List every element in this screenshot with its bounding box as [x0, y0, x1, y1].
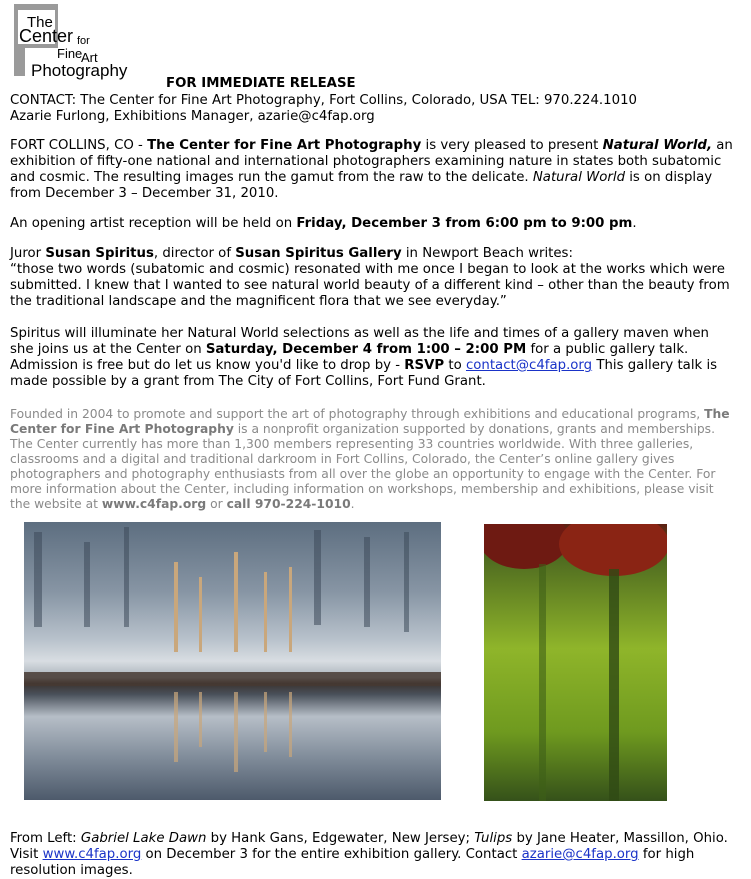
- logo-for: for: [77, 35, 90, 47]
- lake-dawn-photo: [24, 522, 441, 800]
- intro-text: an exhibition of fifty-one national and international photographers examining nature in states both subatomic and cosmic. The resulting images run the gamut from the raw to the delicate.: [10, 138, 733, 185]
- reception-text: An opening artist reception will be held on: [10, 216, 297, 231]
- logo-center: Center: [19, 26, 74, 46]
- talk-paragraph: [10, 326, 735, 390]
- caption-text: by Hank Gans, Edgewater, New Jersey: [206, 831, 466, 846]
- website-text: www.c4fap.org: [101, 497, 207, 511]
- center-logo: [13, 4, 153, 80]
- org-name: The Center for Fine Art Photography: [10, 407, 730, 436]
- phone-text: call 970-224-1010: [226, 497, 351, 511]
- logo-art: Art: [81, 50, 98, 65]
- tulips-photo: [484, 524, 667, 801]
- about-text: Founded in 2004 to promote and support the art of photography through exhibitions and educational programs,: [10, 407, 705, 421]
- about-text: or: [206, 497, 227, 511]
- photo-title: Gabriel Lake Dawn: [80, 831, 207, 846]
- photo-title: Tulips: [474, 831, 513, 846]
- talk-text: to: [444, 358, 466, 373]
- reception-date: Friday, December 3 from 6:00 pm to 9:00 pm: [296, 216, 633, 231]
- intro-text: is on display from December 3 – December 31, 2010.: [10, 170, 713, 201]
- logo-fine: Fine: [57, 46, 83, 61]
- logo-the: The: [27, 14, 53, 31]
- caption-separator: ;: [465, 831, 475, 846]
- intro-text: is very pleased to present: [421, 138, 603, 153]
- talk-date: Saturday, December 4 from 1:00 – 2:00 PM: [205, 342, 527, 357]
- contact-manager-line: Azarie Furlong, Exhibitions Manager, azarie@c4fap.org: [10, 109, 375, 124]
- org-name: The Center for Fine Art Photography: [147, 138, 422, 153]
- about-text: is a nonprofit organization supported by donations, grants and memberships. The Center currently has more than 1,300 members representing 33 countries worldwide. With three galleries, classrooms and a digital and traditional darkroom in Fort Collins, Colorado, the Center’s online gallery gives photographers and photography enthusiasts from all over the globe an opportunity to engage with the Center. For more information about the Center, including information on workshops, membership and exhibitions, please visit the website at: [10, 422, 716, 511]
- juror-text: , director of: [153, 246, 236, 261]
- caption-text: on December 3 for the entire exhibition gallery. Contact: [141, 847, 522, 862]
- juror-quote: “those two words (subatomic and cosmic) resonated with me once I began to look at the works which were submitted. I knew that I wanted to see natural world beauty of a different kind – other than the beauty from the traditional landscape and the magnificent flora that we see everyday.”: [10, 262, 730, 309]
- azarie-email-link[interactable]: azarie@c4fap.org: [521, 847, 639, 862]
- website-link[interactable]: www.c4fap.org: [42, 847, 142, 862]
- intro-paragraph: [10, 138, 735, 202]
- talk-text: This gallery talk is made possible by a grant from The City of Fort Collins, Fort Fund Grant.: [10, 358, 718, 389]
- talk-text: Spiritus will illuminate her Natural World selections as well as the life and times of a gallery maven when she joins us at the Center on: [10, 326, 709, 357]
- contact-email-link[interactable]: contact@c4fap.org: [465, 358, 593, 373]
- juror-text: in Newport Beach writes:: [401, 246, 573, 261]
- juror-text: Juror: [10, 246, 46, 261]
- about-paragraph: [10, 407, 735, 512]
- contact-line: CONTACT: The Center for Fine Art Photography, Fort Collins, Colorado, USA TEL: 970.224.1010: [10, 93, 637, 108]
- about-text: .: [350, 497, 355, 511]
- exhibition-title: Natural World: [602, 138, 707, 153]
- reception-text: .: [632, 216, 637, 231]
- reception-paragraph: [10, 216, 735, 232]
- juror-paragraph: [10, 246, 735, 310]
- juror-name: Susan Spiritus: [45, 246, 154, 261]
- gallery-name: Susan Spiritus Gallery: [235, 246, 402, 261]
- intro-text: FORT COLLINS, CO -: [10, 138, 148, 153]
- contact-block: [10, 93, 740, 125]
- caption-text: by Jane Heater, Massillon, Ohio. Visit: [10, 831, 728, 862]
- photo-caption: [10, 831, 745, 879]
- caption-text: for high resolution images.: [10, 847, 695, 878]
- release-heading: FOR IMMEDIATE RELEASE: [166, 76, 356, 91]
- intro-comma: ,: [706, 138, 713, 153]
- talk-text: for a public gallery talk. Admission is free but do let us know you'd like to drop by -: [10, 342, 689, 373]
- rsvp-label: RSVP: [404, 358, 445, 373]
- exhibition-title: Natural World: [532, 170, 626, 185]
- caption-text: From Left:: [10, 831, 81, 846]
- logo-photography: Photography: [31, 61, 128, 80]
